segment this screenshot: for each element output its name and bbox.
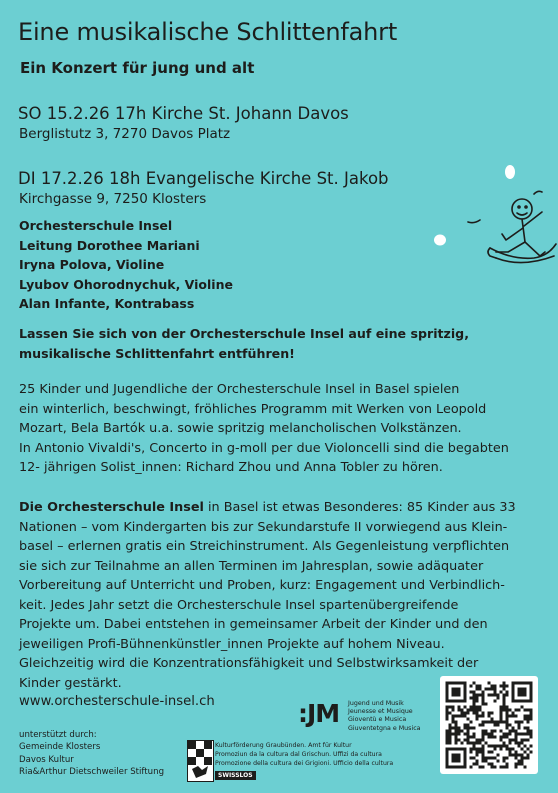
support-line: unterstützt durch:	[19, 730, 97, 740]
support-line: Gemeinde Klosters	[19, 742, 101, 753]
doodle-illustration	[430, 160, 558, 295]
paragraph-line: ein winterlich, beschwingt, fröhliches Programm mit Werken von Leopold	[19, 401, 487, 417]
paragraph-line: keit. Jedes Jahr setzt die Orchesterschule Insel spartenübergreifende	[19, 597, 459, 613]
graubuenden-culture-text	[215, 741, 393, 769]
support-line: Davos Kultur	[19, 754, 74, 765]
support-line: Ria&Arthur Dietschweiler Stiftung	[19, 766, 165, 777]
intro-line: musikalische Schlittenfahrt entführen!	[19, 345, 295, 361]
intro-line: Lassen Sie sich von der Orchesterschule Insel auf eine spritzig,	[19, 326, 469, 341]
program-description	[19, 380, 549, 478]
jm-logo: :JM	[298, 699, 340, 728]
qr-code[interactable]	[440, 676, 538, 774]
paragraph-line: Vorbereitung auf Unterricht und Proben, kurz: Engagement und Verbindlich-	[19, 578, 505, 593]
school-name-lead: Die Orchesterschule Insel	[19, 500, 204, 515]
credit-line: Alan Infante, Kontrabass	[19, 296, 195, 311]
gr-line: Kulturförderung Graubünden. Amt für Kultur	[215, 742, 352, 749]
paragraph-line: 12- jährigen Solist_innen: Richard Zhou und Anna Tobler zu hören.	[19, 460, 443, 475]
gr-line: Promozione della cultura dei Grigioni. Ufficio della cultura	[215, 760, 394, 768]
paragraph-line: sie sich zur Teilnahme an allen Terminen im Jahresplan, sowie adäquater	[19, 558, 484, 574]
page-title: Eine musikalische Schlittenfahrt	[18, 18, 398, 46]
website-link[interactable]: www.orchesterschule-insel.ch	[19, 694, 215, 709]
event-2-address: Kirchgasse 9, 7250 Klosters	[19, 191, 207, 207]
qr-code-graphic	[440, 676, 538, 774]
jm-line: Gioventù e Musica	[348, 716, 407, 724]
paragraph-line: In Antonio Vivaldi's, Concerto in g-moll per due Violoncelli sind die begabten	[19, 440, 509, 456]
event-1-address: Berglistutz 3, 7270 Davos Platz	[19, 126, 231, 142]
paragraph-line: 25 Kinder und Jugendliche der Orchesterschule Insel in Basel spielen	[19, 382, 460, 397]
paragraph-line: Projekte um. Dabei entstehen in gemeinsamer Arbeit der Kinder und den	[19, 617, 488, 632]
event-2-heading: DI 17.2.26 18h Evangelische Kirche St. Jakob	[18, 169, 389, 188]
jm-line: Giuventetgna e Musica	[348, 724, 421, 732]
support-list	[19, 729, 164, 778]
jm-logo-text	[348, 700, 421, 733]
credit-line: Orchesterschule Insel	[19, 218, 173, 233]
jm-line: Jugend und Musik	[348, 700, 404, 707]
page-subtitle: Ein Konzert für jung und alt	[20, 59, 255, 77]
jm-line: Jeunesse et Musique	[348, 708, 413, 716]
gr-line: Promoziun da la cultura dal Grischun. Uffizi da cultura	[215, 751, 382, 759]
credit-line: Iryna Polova, Violine	[19, 257, 165, 272]
paragraph-line: basel – erlernen gratis ein Streichinstrument. Als Gegenleistung verpflichten	[19, 539, 510, 554]
credit-line: Leitung Dorothee Mariani	[19, 237, 200, 253]
paragraph-line: Nationen – vom Kindergarten bis zur Sekundarstufe II vorwiegend aus Klein-	[19, 519, 508, 535]
paragraph-line: Kinder gestärkt.	[19, 675, 122, 691]
credit-line: Lyubov Ohorodnychuk, Violine	[19, 276, 233, 292]
paragraph-line-rest: in Basel ist etwas Besonderes: 85 Kinder aus 33	[203, 500, 516, 515]
school-description	[19, 498, 549, 693]
graubuenden-coat-of-arms	[187, 740, 214, 782]
paragraph-line: Gleichzeitig wird die Konzentrationsfähigkeit und Selbstwirksamkeit der	[19, 656, 479, 671]
event-1-heading: SO 15.2.26 17h Kirche St. Johann Davos	[18, 104, 349, 123]
performer-credits	[19, 216, 233, 314]
paragraph-line: Mozart, Bela Bartók u.a. sowie spritzig melancholischen Volkstänzen.	[19, 421, 462, 436]
paragraph-line: jeweiligen Profi-Bühnenkünstler_innen Projekte auf hohem Niveau.	[19, 636, 445, 652]
intro-text	[19, 324, 544, 363]
paragraph-line	[19, 498, 549, 518]
swisslos-logo: SWISSLOS	[215, 771, 256, 780]
